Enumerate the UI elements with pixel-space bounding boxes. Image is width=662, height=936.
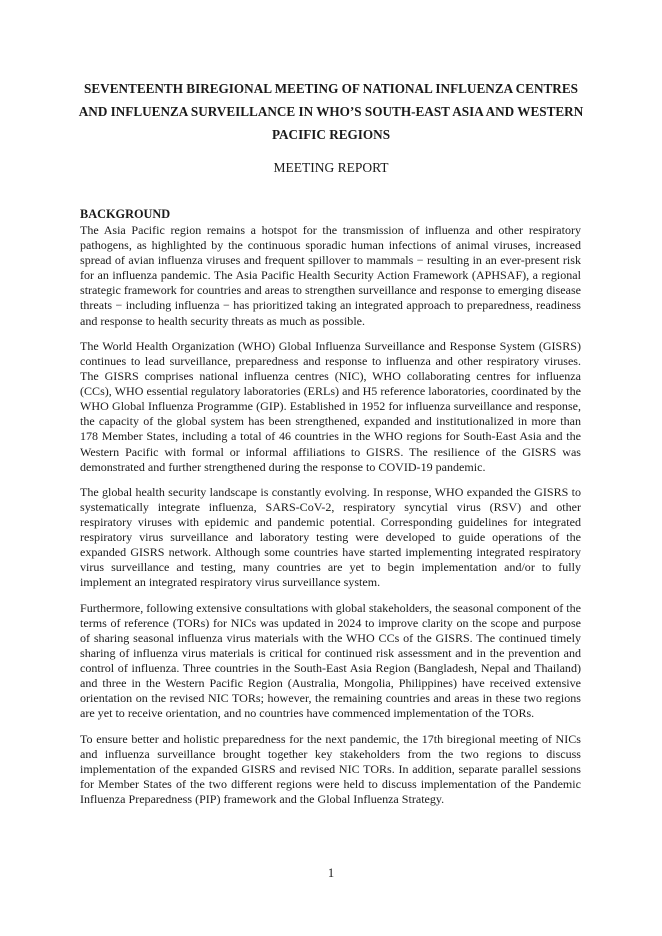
document-title: SEVENTEENTH BIREGIONAL MEETING OF NATIONAL INFLUENZA CENTRES AND INFLUENZA SURVEILLANCE IN WHO’S SOUTH-EAST ASIA AND WESTERN PACIFIC REGIONS (78, 81, 584, 142)
document-subtitle: MEETING REPORT (273, 160, 389, 175)
page-number: 1 (327, 866, 335, 880)
paragraph: The World Health Organization (WHO) Global Influenza Surveillance and Response System (GISRS) continues to lead surveillance, preparedness and response to influenza and other respiratory viruses. The GISRS comprises national influenza centres (NIC), WHO collaborating centres for influenza (CCs), WHO essential regulatory laboratories (ERLs) and H5 reference laboratories, coordinated by the WHO Global Influenza Programme (GIP). Established in 1952 for influenza surveillance and response, the capacity of the global system has been strengthened, expanded and institutionalized in more than 178 Member States, including a total of 46 countries in the WHO regions for South-East Asia and the Western Pacific with formal or informal affiliations to GISRS. The resilience of the GISRS was demonstrated and further strengthened during the response to COVID-19 pandemic. (80, 338, 581, 474)
paragraph: The global health security landscape is constantly evolving. In response, WHO expanded the GISRS to systematically integrate influenza, SARS-CoV-2, respiratory syncytial virus (RSV) and other respiratory viruses with epidemic and pandemic potential. Corresponding guidelines for integrated respiratory virus surveillance and laboratory testing were developed to guide operations of the expanded GISRS network. Although some countries have started implementing integrated respiratory virus surveillance and testing, many countries are yet to begin implementation and/or to fully implement an integrated respiratory virus surveillance system. (80, 484, 581, 590)
paragraph: Furthermore, following extensive consultations with global stakeholders, the seasonal component of the terms of reference (TORs) for NICs was updated in 2024 to improve clarity on the scope and purpose of sharing seasonal influenza virus materials with the WHO CCs of the GISRS. The continued timely sharing of influenza virus materials is critical for continued risk assessment and in the prevention and control of influenza. Three countries in the South-East Asia Region (Bangladesh, Nepal and Thailand) and three in the Western Pacific Region (Australia, Mongolia, Philippines) have received extensive orientation on the revised NIC TORs; however, the remaining countries and areas in these two regions are yet to receive orientation, and no countries have commenced implementation of the TORs. (80, 600, 581, 721)
document-body (80, 206, 581, 817)
section-heading: BACKGROUND (80, 207, 171, 221)
paragraph: The Asia Pacific region remains a hotspot for the transmission of influenza and other respiratory pathogens, as highlighted by the continuous sporadic human infections of animal viruses, increased spread of avian influenza viruses and frequent spillover to mammals − resulting in an ever-present risk for an influenza pandemic. The Asia Pacific Health Security Action Framework (APHSAF), a regional strategic framework for countries and areas to strengthen surveillance and response to emerging disease threats − including influenza − has prioritized taking an integrated approach to preparedness, readiness and response to health security threats as much as possible. (80, 223, 581, 328)
paragraph: To ensure better and holistic preparedness for the next pandemic, the 17th biregional meeting of NICs and influenza surveillance brought together key stakeholders from the two regions to discuss implementation of the expanded GISRS and revised NIC TORs. In addition, separate parallel sessions for Member States of the two different regions were held to discuss implementation of the Pandemic Influenza Preparedness (PIP) framework and the Global Influenza Strategy. (80, 731, 581, 807)
